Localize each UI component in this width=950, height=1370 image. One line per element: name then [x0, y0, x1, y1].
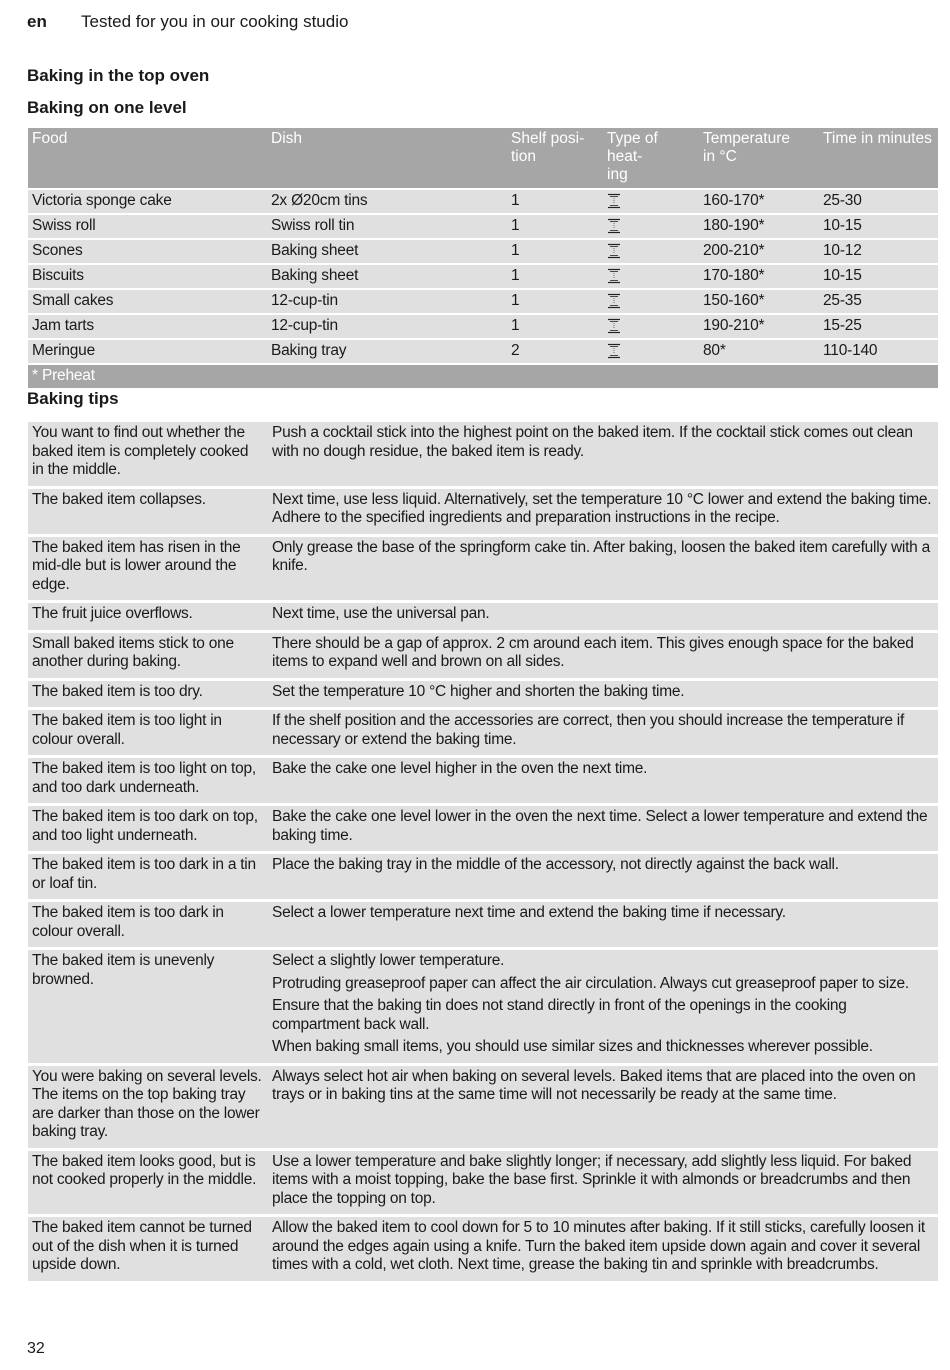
dish-cell: Swiss roll tin — [267, 214, 507, 239]
tip-solution — [268, 535, 938, 602]
baking-table-header — [28, 128, 938, 189]
food-cell: Victoria sponge cake — [28, 189, 267, 214]
header-title: Tested for you in our cooking studio — [81, 12, 349, 31]
column-header-heating: Type of heat- ing — [603, 128, 699, 189]
tip-solution-line: Next time, use the universal pan. — [272, 605, 490, 622]
food-cell: Scones — [28, 239, 267, 264]
page-header — [27, 12, 349, 32]
baking-row — [28, 339, 938, 364]
top-bottom-heating-icon — [607, 243, 621, 259]
tips-heading: Baking tips — [27, 389, 119, 408]
column-header-time: Time in minutes — [819, 128, 938, 189]
time-cell: 10-12 — [819, 239, 938, 264]
tip-solution — [268, 805, 938, 853]
tip-row — [28, 1064, 938, 1149]
top-bottom-heating-icon — [607, 293, 621, 309]
tip-solution-line: When baking small items, you should use similar sizes and thicknesses wherever possible. — [272, 1038, 873, 1055]
time-cell: 25-35 — [819, 289, 938, 314]
tip-problem: Small baked items stick to one another during baking. — [28, 631, 268, 679]
top-bottom-heating-icon — [607, 193, 621, 209]
food-cell: Small cakes — [28, 289, 267, 314]
dish-cell: Baking tray — [267, 339, 507, 364]
tip-solution-line: Next time, use less liquid. Alternatively, set the temperature 10 °C lower and extend the baking time. Adhere to the specified ingredients and preparation instructions in the recipe. — [272, 490, 932, 526]
tip-row — [28, 602, 938, 632]
temperature-cell: 200-210* — [699, 239, 819, 264]
heating-cell — [603, 189, 699, 214]
time-cell: 10-15 — [819, 214, 938, 239]
tip-row — [28, 631, 938, 679]
temperature-cell: 190-210* — [699, 314, 819, 339]
time-cell: 15-25 — [819, 314, 938, 339]
tip-row — [28, 805, 938, 853]
tip-solution — [268, 679, 938, 709]
temperature-cell: 80* — [699, 339, 819, 364]
tip-solution-line: Allow the baked item to cool down for 5 to 10 minutes after baking. If it still sticks, carefully loosen it around the edges again using a knife. Turn the baked item upside down again and cover it several times with a cold, wet cloth. Next time, grease the baking tin and sprinkle with breadcrumbs. — [272, 1219, 925, 1273]
column-header-shelf: Shelf posi- tion — [507, 128, 603, 189]
baking-row — [28, 239, 938, 264]
heating-cell — [603, 214, 699, 239]
tip-row — [28, 679, 938, 709]
time-cell: 25-30 — [819, 189, 938, 214]
dish-cell: 12-cup-tin — [267, 289, 507, 314]
tip-problem: The baked item looks good, but is not cooked properly in the middle. — [28, 1149, 268, 1216]
shelf-cell: 1 — [507, 314, 603, 339]
shelf-cell: 1 — [507, 289, 603, 314]
baking-row — [28, 264, 938, 289]
tip-solution-line: Place the baking tray in the middle of the accessory, not directly against the back wall. — [272, 856, 839, 873]
column-header-temperature: Temperature in °C — [699, 128, 819, 189]
tip-problem: The baked item has risen in the mid-dle but is lower around the edge. — [28, 535, 268, 602]
tip-solution-line: Bake the cake one level higher in the oven the next time. — [272, 760, 648, 777]
heating-cell — [603, 239, 699, 264]
shelf-cell: 1 — [507, 214, 603, 239]
baking-table — [28, 128, 938, 390]
tip-problem: The baked item is unevenly browned. — [28, 949, 268, 1065]
tip-row — [28, 422, 938, 487]
food-cell: Jam tarts — [28, 314, 267, 339]
shelf-cell: 2 — [507, 339, 603, 364]
top-bottom-heating-icon — [607, 318, 621, 334]
food-cell: Biscuits — [28, 264, 267, 289]
heating-cell — [603, 264, 699, 289]
tip-solution — [268, 487, 938, 535]
tip-problem: The baked item collapses. — [28, 487, 268, 535]
tip-solution-line: There should be a gap of approx. 2 cm around each item. This gives enough space for the baked items to expand well and brown on all sides. — [272, 634, 914, 670]
subsection-heading: Baking on one level — [27, 98, 187, 117]
language-code: en — [27, 12, 47, 31]
section-heading: Baking in the top oven — [27, 66, 210, 85]
tip-row — [28, 901, 938, 949]
tip-solution-line: Set the temperature 10 °C higher and shorten the baking time. — [272, 682, 685, 700]
time-cell: 110-140 — [819, 339, 938, 364]
tip-row — [28, 1216, 938, 1283]
tip-row — [28, 1149, 938, 1216]
dish-cell: 2x Ø20cm tins — [267, 189, 507, 214]
tip-problem: The baked item is too dark in colour overall. — [28, 901, 268, 949]
temperature-cell: 170-180* — [699, 264, 819, 289]
tip-solution-line: Always select hot air when baking on several levels. Baked items that are placed into the oven on trays or in baking tins at the same time will not necessarily be ready at the same time. — [272, 1067, 916, 1103]
heating-cell — [603, 339, 699, 364]
shelf-cell: 1 — [507, 189, 603, 214]
tip-problem: The baked item cannot be turned out of the dish when it is turned upside down. — [28, 1216, 268, 1283]
tip-solution-line: Select a lower temperature next time and extend the baking time if necessary. — [272, 904, 786, 921]
tip-solution — [268, 709, 938, 757]
tip-solution — [268, 853, 938, 901]
tip-solution-line: Select a slightly lower temperature. — [272, 952, 505, 969]
baking-row — [28, 214, 938, 239]
dish-cell: 12-cup-tin — [267, 314, 507, 339]
tip-solution-line: Push a cocktail stick into the highest point on the baked item. If the cocktail stick comes out clean with no dough residue, the baked item is ready. — [272, 424, 913, 460]
tip-solution — [268, 757, 938, 805]
tip-problem: The fruit juice overflows. — [28, 602, 268, 632]
heating-cell — [603, 314, 699, 339]
baking-row — [28, 289, 938, 314]
baking-row — [28, 189, 938, 214]
food-cell: Meringue — [28, 339, 267, 364]
time-cell: 10-15 — [819, 264, 938, 289]
top-bottom-heating-icon — [607, 268, 621, 284]
tip-solution — [268, 631, 938, 679]
shelf-cell: 1 — [507, 264, 603, 289]
tip-problem: The baked item is too light on top, and too dark underneath. — [28, 757, 268, 805]
tip-problem: The baked item is too dark on top, and too light underneath. — [28, 805, 268, 853]
tip-problem: You were baking on several levels. The items on the top baking tray are darker than those on the lower baking tray. — [28, 1064, 268, 1149]
temperature-cell: 160-170* — [699, 189, 819, 214]
tip-row — [28, 757, 938, 805]
tip-row — [28, 709, 938, 757]
dish-cell: Baking sheet — [267, 239, 507, 264]
tip-row — [28, 535, 938, 602]
tip-solution — [268, 602, 938, 632]
preheat-footnote: * Preheat — [28, 364, 938, 389]
baking-table-footnote-row — [28, 364, 938, 389]
baking-tips-table — [28, 422, 938, 1284]
shelf-cell: 1 — [507, 239, 603, 264]
top-bottom-heating-icon — [607, 218, 621, 234]
top-bottom-heating-icon — [607, 343, 621, 359]
tip-solution-line: Bake the cake one level lower in the oven the next time. Select a lower temperature and extend the baking time. — [272, 808, 928, 844]
column-header-food: Food — [28, 128, 267, 189]
tip-solution-line: If the shelf position and the accessories are correct, then you should increase the temperature if necessary or extend the baking time. — [272, 712, 905, 748]
tip-solution — [268, 949, 938, 1065]
tip-row — [28, 853, 938, 901]
column-header-dish: Dish — [267, 128, 507, 189]
tip-row — [28, 949, 938, 1065]
tip-solution-line: Only grease the base of the springform cake tin. After baking, loosen the baked item carefully with a knife. — [272, 538, 930, 574]
tip-problem: The baked item is too dry. — [28, 679, 268, 709]
baking-row — [28, 314, 938, 339]
tip-solution-line: Ensure that the baking tin does not stand directly in front of the openings in the cooking compartment back wall. — [272, 997, 847, 1033]
tip-solution-line: Use a lower temperature and bake slightly longer; if necessary, add slightly less liquid. For baked items with a moist topping, bake the base first. Sprinkle it with almonds or breadcrumbs and then place the topping on top. — [272, 1152, 912, 1207]
tip-solution — [268, 1064, 938, 1149]
tip-solution — [268, 1216, 938, 1283]
heating-cell — [603, 289, 699, 314]
food-cell: Swiss roll — [28, 214, 267, 239]
tip-solution — [268, 1149, 938, 1216]
tip-problem: The baked item is too dark in a tin or loaf tin. — [28, 853, 268, 901]
temperature-cell: 150-160* — [699, 289, 819, 314]
temperature-cell: 180-190* — [699, 214, 819, 239]
tip-problem: You want to find out whether the baked item is completely cooked in the middle. — [28, 422, 268, 487]
dish-cell: Baking sheet — [267, 264, 507, 289]
page-number: 32 — [27, 1340, 45, 1357]
tip-solution — [268, 422, 938, 487]
tip-problem: The baked item is too light in colour overall. — [28, 709, 268, 757]
tip-solution — [268, 901, 938, 949]
tip-solution-line: Protruding greaseproof paper can affect the air circulation. Always cut greaseproof paper to size. — [272, 974, 909, 992]
tip-row — [28, 487, 938, 535]
